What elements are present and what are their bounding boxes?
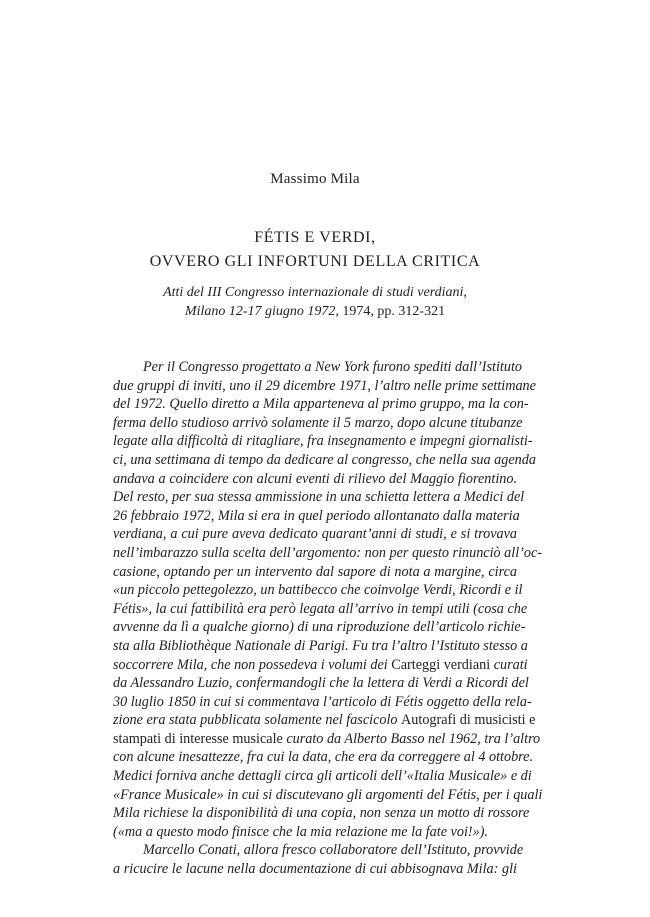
- text-line: [113, 377, 536, 396]
- source-citation-place-date: Milano 12-17 giugno 1972,: [184, 304, 339, 319]
- text-line: [113, 767, 532, 786]
- text-run: verdiana, a cui pure aveva dedicato quarant’anni di studi, e si trovava: [113, 526, 517, 543]
- text-run: del 1972. Quello diretto a Mila apparteneva al primo gruppo, ma la con-: [113, 396, 529, 413]
- text-run: («ma a questo modo finisce che la mia relazione me la fate voi!»).: [113, 823, 488, 840]
- text-line: [113, 581, 523, 600]
- text-line: [113, 488, 525, 507]
- text-run: Medici forniva anche dettagli circa gli articoli dell’«Italia Musicale» e di: [113, 768, 532, 785]
- body-text: [113, 358, 543, 879]
- text-line: [113, 804, 530, 823]
- text-line: [113, 674, 529, 693]
- text-run: soccorrere Mila, che non possedeva i volumi dei: [113, 656, 392, 673]
- source-citation-line-2: [0, 302, 630, 321]
- book-title-run: Autografi di musicisti e: [401, 712, 536, 729]
- text-run: Per il Congresso progettato a New York furono spediti dall’Istituto: [143, 359, 523, 375]
- text-line: [113, 432, 533, 451]
- text-line: [113, 711, 536, 730]
- text-run: andava a coincidere con alcuni eventi di rilievo del Maggio fiorentino.: [113, 470, 517, 487]
- text-line: [113, 823, 517, 842]
- text-run: curato da Alberto Basso nel 1962, tra l’altro: [282, 730, 541, 747]
- text-line: [113, 507, 520, 526]
- text-line: [113, 786, 543, 805]
- text-run: legate alla difficoltà di ritagliare, fra insegnamento e impegni giornalisti-: [113, 433, 533, 450]
- text-line: [113, 358, 523, 377]
- text-line: [113, 860, 517, 879]
- source-citation-pages: 1974, pp. 312-321: [338, 304, 446, 319]
- text-line: [113, 656, 528, 675]
- book-title-run: Carteggi verdiani: [391, 656, 491, 673]
- source-citation-line-1: Atti del III Congresso internazionale di studi verdiani,: [163, 285, 467, 300]
- chapter-title-line-1: FÉTIS E VERDI,: [254, 229, 376, 246]
- chapter-title-line-2: OVVERO GLI INFORTUNI DELLA CRITICA: [149, 253, 481, 270]
- text-run: «un piccolo pettegolezzo, un battibecco che coinvolge Verdi, Ricordi e il: [113, 582, 523, 599]
- author-name: Massimo Mila: [270, 171, 360, 187]
- text-run: ci, una settimana di tempo da dedicare al congresso, che nella sua agenda: [113, 451, 536, 468]
- text-line: [113, 414, 523, 433]
- text-run: da Alessandro Luzio, confermandogli che la lettera di Verdi a Ricordi del: [113, 675, 529, 692]
- text-run: nell’imbarazzo sulla scelta dell’argomento: non per questo rinunciò all’oc-: [113, 544, 542, 561]
- text-line: [113, 841, 524, 860]
- text-line: [113, 563, 517, 582]
- book-title-run: stampati di interesse musicale: [113, 730, 283, 747]
- text-run: «France Musicale» in cui si discutevano gli argomenti del Fétis, per i quali: [113, 786, 543, 803]
- text-run: a ricucire le lacune nella documentazione di cui abbisognava Mila: gli: [113, 861, 517, 878]
- text-run: Del resto, per sua stessa ammissione in una schietta lettera a Medici del: [113, 489, 525, 506]
- text-run: ferma dello studioso arrivò solamente il 5 marzo, dopo alcune titubanze: [113, 414, 523, 431]
- text-run: 26 febbraio 1972, Mila si era in quel periodo allontanato dalla materia: [113, 507, 520, 524]
- text-run: Mila richiese la disponibilità di una copia, non senza un motto di rossore: [113, 805, 530, 822]
- text-run: zione era stata pubblicata solamente nel fascicolo: [113, 712, 402, 729]
- text-line: [113, 525, 517, 544]
- text-line: [113, 730, 541, 749]
- text-line: [113, 637, 528, 656]
- text-run: 30 luglio 1850 in cui si commentava l’articolo di Fétis oggetto della rela-: [113, 693, 532, 710]
- source-citation: [0, 283, 630, 321]
- text-run: casione, optando per un intervento dal sapore di nota a margine, circa: [113, 563, 517, 580]
- text-line: [113, 748, 534, 767]
- text-line: [113, 618, 526, 637]
- text-run: curati: [490, 656, 528, 673]
- text-line: [113, 693, 532, 712]
- text-run: due gruppi di inviti, uno il 29 dicembre 1971, l’altro nelle prime settimane: [113, 377, 536, 394]
- text-line: [113, 470, 517, 489]
- text-line: [113, 451, 536, 470]
- text-line: [113, 395, 529, 414]
- text-run: sta alla Bibliothèque Nationale di Parigi. Fu tra l’altro l’Istituto stesso a: [113, 637, 528, 654]
- text-line: [113, 600, 528, 619]
- chapter-title: [0, 226, 630, 274]
- text-run: con alcune inesattezze, fra cui la data, che era da correggere al 4 ottobre.: [113, 749, 534, 766]
- text-run: Fétis», la cui fattibilità era però legata all’arrivo in tempi utili (cosa che: [113, 600, 528, 617]
- text-run: Marcello Conati, allora fresco collaboratore dell’Istituto, provvide: [143, 842, 524, 859]
- text-line: [113, 544, 542, 563]
- text-run: avvenne da lì a qualche giorno) di una riproduzione dell’articolo richie-: [113, 619, 526, 636]
